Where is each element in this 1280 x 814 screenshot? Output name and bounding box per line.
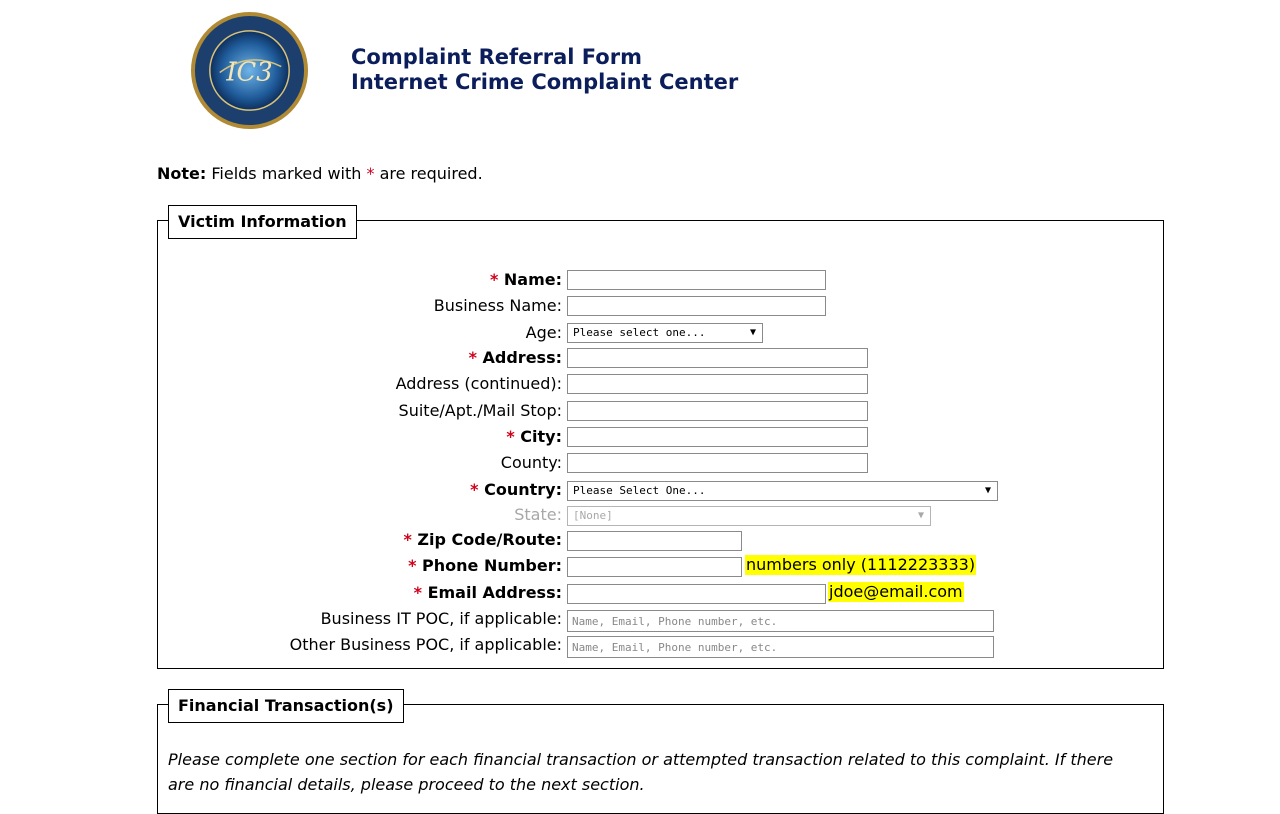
age-label: Age: <box>525 323 562 342</box>
suite-label: Suite/Apt./Mail Stop: <box>398 401 562 420</box>
page-title: Complaint Referral Form <box>351 45 642 69</box>
page-subtitle: Internet Crime Complaint Center <box>351 70 739 94</box>
required-note: Note: Fields marked with * are required. <box>157 164 483 183</box>
victim-information-legend: Victim Information <box>168 205 357 239</box>
chevron-down-icon: ▼ <box>749 327 756 338</box>
age-select[interactable]: Please select one... ▼ <box>567 323 763 343</box>
phone-label: * Phone Number: <box>408 556 562 575</box>
name-input[interactable] <box>567 270 826 290</box>
business-it-poc-input[interactable] <box>567 610 994 632</box>
financial-transactions-section <box>157 696 1164 814</box>
page-titles <box>351 45 738 95</box>
svg-text:IC3: IC3 <box>226 57 273 88</box>
victim-information-section <box>157 212 1164 669</box>
business-it-poc-label: Business IT POC, if applicable: <box>320 609 562 628</box>
other-business-poc-input[interactable] <box>567 636 994 658</box>
suite-input[interactable] <box>567 401 868 421</box>
email-label: * Email Address: <box>413 583 562 602</box>
financial-intro-text: Please complete one section for each financial transaction or attempted transaction related to this complaint. If there are no financial details, please proceed to the next section. <box>168 750 1114 794</box>
page-header <box>190 11 890 131</box>
zip-input[interactable] <box>567 531 742 551</box>
email-input[interactable] <box>567 584 826 604</box>
county-input[interactable] <box>567 453 868 473</box>
state-select[interactable]: [None] ▼ <box>567 506 931 526</box>
financial-transactions-legend: Financial Transaction(s) <box>168 689 404 723</box>
chevron-down-icon: ▼ <box>984 485 991 496</box>
country-select[interactable]: Please Select One... ▼ <box>567 481 998 501</box>
ic3-seal-logo <box>190 11 309 130</box>
state-label: State: <box>514 505 562 524</box>
phone-input[interactable] <box>567 557 742 577</box>
address-input[interactable] <box>567 348 868 368</box>
email-hint: jdoe@email.com <box>829 582 963 601</box>
city-input[interactable] <box>567 427 868 447</box>
country-label: * Country: <box>470 480 562 499</box>
county-label: County: <box>500 453 562 472</box>
chevron-down-icon: ▼ <box>917 510 924 521</box>
name-label: * Name: <box>489 270 562 289</box>
other-business-poc-label: Other Business POC, if applicable: <box>289 635 562 654</box>
address-continued-input[interactable] <box>567 374 868 394</box>
phone-hint: numbers only (1112223333) <box>746 555 976 574</box>
business-name-label: Business Name: <box>433 296 562 315</box>
address-continued-label: Address (continued): <box>395 374 562 393</box>
business-name-input[interactable] <box>567 296 826 316</box>
zip-label: * Zip Code/Route: <box>403 530 562 549</box>
city-label: * City: <box>506 427 562 446</box>
address-label: * Address: <box>468 348 562 367</box>
